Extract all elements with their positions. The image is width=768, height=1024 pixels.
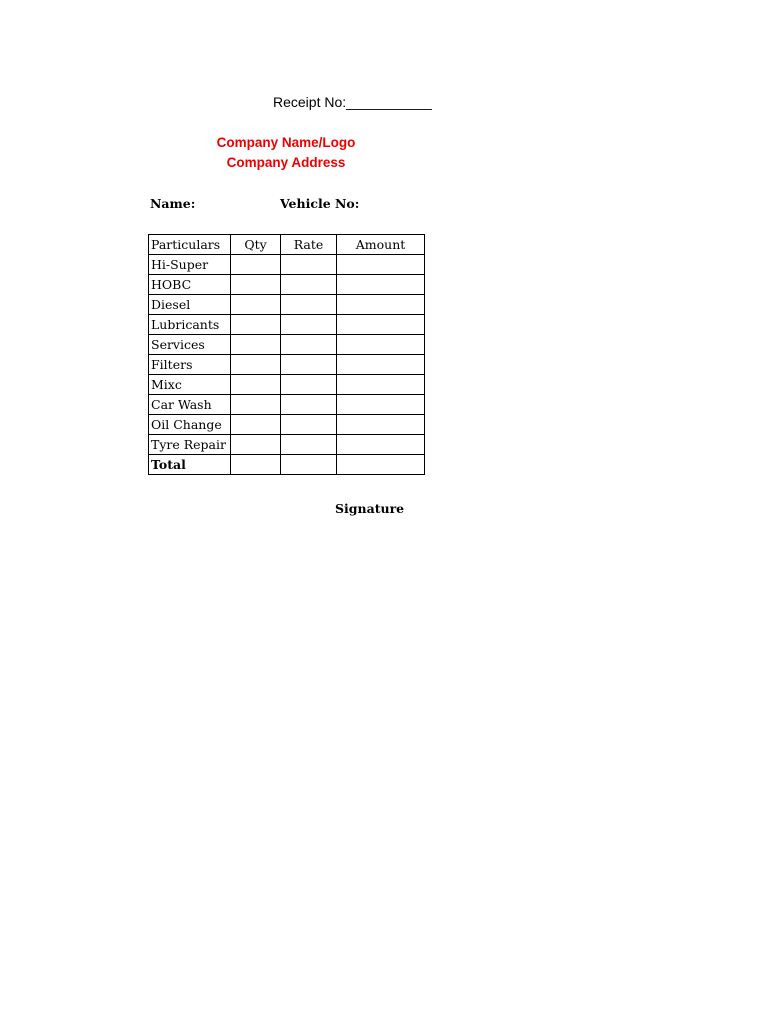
signature-label: Signature (335, 501, 405, 516)
header-particulars: Particulars (149, 235, 231, 255)
rate-cell (281, 315, 337, 335)
amount-cell (337, 335, 425, 355)
qty-cell (231, 275, 281, 295)
table-row (149, 395, 425, 415)
amount-cell (337, 255, 425, 275)
amount-cell (337, 315, 425, 335)
table-row (149, 415, 425, 435)
particular-cell: Hi-Super (149, 255, 231, 275)
qty-cell (231, 455, 281, 475)
rate-cell (281, 275, 337, 295)
particular-cell: Total (149, 455, 231, 475)
rate-cell (281, 355, 337, 375)
amount-cell (337, 415, 425, 435)
rate-cell (281, 375, 337, 395)
table-row (149, 255, 425, 275)
table-row (149, 375, 425, 395)
receipt-number-label: Receipt No:___________ (273, 94, 432, 110)
amount-cell (337, 435, 425, 455)
header-qty: Qty (231, 235, 281, 255)
particulars-table (148, 234, 425, 475)
qty-cell (231, 375, 281, 395)
qty-cell (231, 415, 281, 435)
table-row (149, 295, 425, 315)
header-rate: Rate (281, 235, 337, 255)
particular-cell: Tyre Repair (149, 435, 231, 455)
table-row (149, 435, 425, 455)
rate-cell (281, 415, 337, 435)
table-body (149, 255, 425, 475)
particular-cell: Filters (149, 355, 231, 375)
qty-cell (231, 395, 281, 415)
total-row (149, 455, 425, 475)
particular-cell: Lubricants (149, 315, 231, 335)
rate-cell (281, 255, 337, 275)
particular-cell: HOBC (149, 275, 231, 295)
company-name: Company Name/Logo (216, 135, 356, 150)
company-address: Company Address (226, 155, 346, 170)
particular-cell: Services (149, 335, 231, 355)
amount-cell (337, 395, 425, 415)
amount-cell (337, 355, 425, 375)
name-label: Name: (150, 196, 196, 211)
rate-cell (281, 395, 337, 415)
table-row (149, 335, 425, 355)
table-row (149, 355, 425, 375)
header-amount: Amount (337, 235, 425, 255)
vehicle-number-label: Vehicle No: (280, 196, 360, 211)
particular-cell: Diesel (149, 295, 231, 315)
particular-cell: Car Wash (149, 395, 231, 415)
particular-cell: Mixc (149, 375, 231, 395)
amount-cell (337, 455, 425, 475)
qty-cell (231, 435, 281, 455)
amount-cell (337, 275, 425, 295)
qty-cell (231, 355, 281, 375)
rate-cell (281, 335, 337, 355)
table-row (149, 315, 425, 335)
amount-cell (337, 375, 425, 395)
amount-cell (337, 295, 425, 315)
rate-cell (281, 295, 337, 315)
particular-cell: Oil Change (149, 415, 231, 435)
table-row (149, 275, 425, 295)
table-header-row (149, 235, 425, 255)
qty-cell (231, 335, 281, 355)
rate-cell (281, 455, 337, 475)
qty-cell (231, 315, 281, 335)
qty-cell (231, 255, 281, 275)
qty-cell (231, 295, 281, 315)
rate-cell (281, 435, 337, 455)
